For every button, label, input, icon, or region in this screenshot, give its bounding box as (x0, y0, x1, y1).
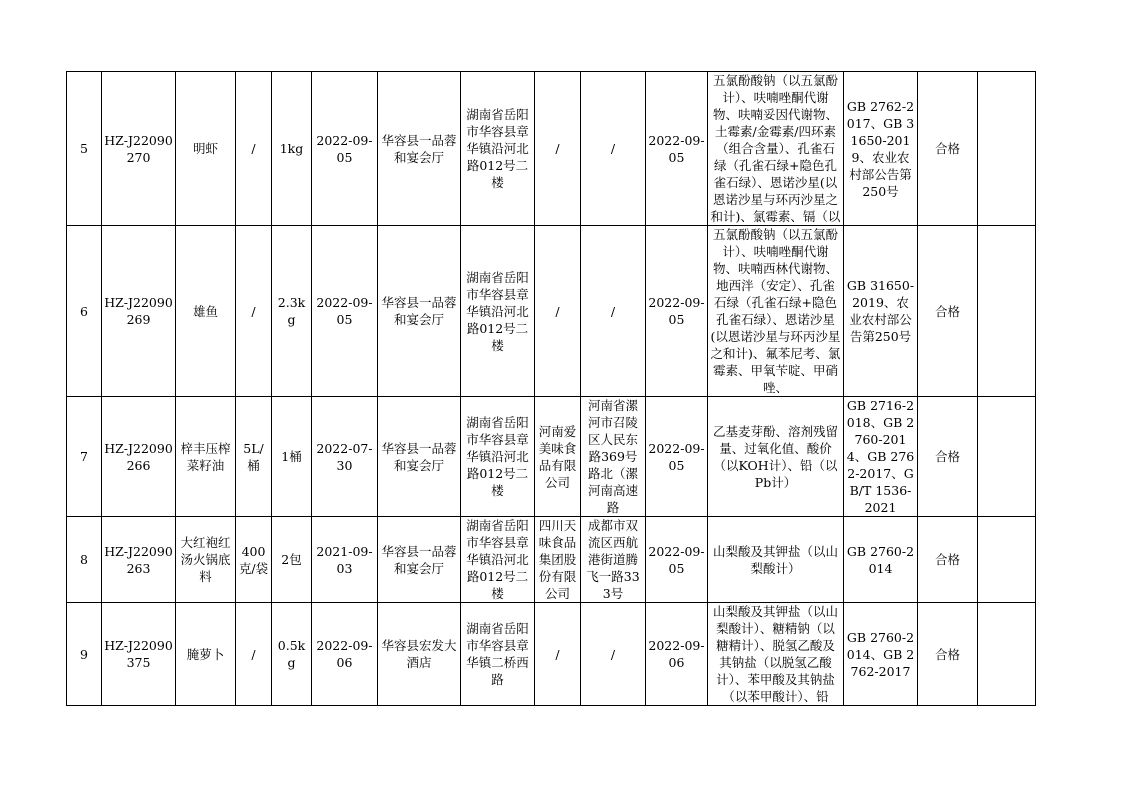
cell-sample-code (102, 517, 176, 603)
cell-manufacturer-address (581, 226, 646, 397)
cell-sampled-unit (378, 226, 461, 397)
remark-text (980, 603, 1033, 705)
cell-manufacturer-address (581, 397, 646, 517)
sampled-unit-text: 华容县一品蓉和宴会厅 (381, 132, 457, 165)
row-number-text: 7 (80, 449, 88, 464)
cell-standard (844, 72, 918, 226)
cell-remark (978, 226, 1036, 397)
cell-quantity (272, 603, 312, 706)
cell-manufacturer-address (581, 517, 646, 603)
production-date-text: 2022-09-05 (316, 295, 373, 327)
cell-sample-code (102, 397, 176, 517)
remark-text (980, 226, 1033, 396)
cell-standard (844, 397, 918, 517)
cell-sample-code (102, 603, 176, 706)
remark-text (980, 72, 1033, 225)
sampled-unit-text: 华容县一品蓉和宴会厅 (381, 295, 457, 327)
cell-sampling-date (646, 397, 708, 517)
cell-sampled-address (461, 226, 535, 397)
production-date-text: 2022-09-06 (316, 638, 373, 670)
table-row (67, 603, 1036, 706)
sample-name-text: 梓丰压榨菜籽油 (180, 440, 231, 473)
cell-sample-name (176, 603, 236, 706)
table-row (67, 397, 1036, 517)
table-row (67, 517, 1036, 603)
standard-text: GB 2716-2018、GB 2760-2014、GB 2762-2017、GB/T 1536-2021 (846, 398, 915, 515)
sampled-unit-text: 华容县一品蓉和宴会厅 (381, 440, 457, 473)
spec-text: / (251, 141, 256, 156)
cell-spec (236, 517, 272, 603)
cell-quantity (272, 517, 312, 603)
sample-code-text: HZ-J22090266 (104, 440, 173, 473)
cell-sampled-unit (378, 603, 461, 706)
remark-text (980, 517, 1033, 602)
cell-quantity (272, 397, 312, 517)
manufacturer-address-text: / (610, 303, 616, 319)
sample-code-text: HZ-J22090375 (104, 638, 173, 670)
standard-text: GB 2760-2014 (846, 543, 915, 576)
cell-sampling-date (646, 72, 708, 226)
cell-standard (844, 226, 918, 397)
cell-test-items (708, 397, 844, 517)
standard-text: GB 2762-2017、GB 31650-2019、农业农村部公告第250号 (846, 98, 915, 199)
cell-result (918, 397, 978, 517)
sampled-unit-text: 华容县一品蓉和宴会厅 (381, 543, 457, 576)
production-date-text: 2022-09-05 (316, 132, 373, 165)
cell-sample-code (102, 72, 176, 226)
cell-quantity (272, 226, 312, 397)
test-items-text: 山梨酸及其钾盐（以山梨酸计）、糖精钠（以糖精计）、脱氢乙酸及其钠盐（以脱氢乙酸计）、苯甲酸及其钠盐（以苯甲酸计）、铅 (712, 604, 838, 704)
cell-sampled-unit (378, 517, 461, 603)
test-items-text: 乙基麦芽酚、溶剂残留量、过氧化值、酸价（以KOH计）、铅（以Pb计） (712, 423, 838, 490)
cell-sample-name (176, 517, 236, 603)
test-items-text: 五氯酚酸钠（以五氯酚计）、呋喃唑酮代谢物、呋喃西林代谢物、地西泮（安定）、孔雀石绿（孔雀石绿+隐色孔雀石绿）、恩诺沙星(以恩诺沙星与环丙沙星之和计)、氟苯尼考、氯霉素、甲氧苄啶、甲硝唑、 (710, 227, 841, 395)
inspection-results-table (66, 71, 1036, 706)
production-date-text: 2022-07-30 (316, 440, 373, 473)
sampled-address-text: 湖南省岳阳市华容县章华镇沿河北路012号二楼 (466, 415, 529, 498)
cell-spec (236, 603, 272, 706)
result-text: 合格 (934, 303, 960, 319)
cell-result (918, 226, 978, 397)
cell-manufacturer-address (581, 603, 646, 706)
cell-row-number (67, 603, 102, 706)
manufacturer-text: 四川天味食品集团股份有限公司 (538, 518, 577, 601)
cell-sampled-address (461, 517, 535, 603)
table-row (67, 72, 1036, 226)
sample-code-text: HZ-J22090270 (104, 132, 173, 165)
remark-text (980, 397, 1033, 516)
sampling-date-text: 2022-09-05 (648, 295, 705, 327)
cell-sampled-address (461, 72, 535, 226)
standard-text: GB 2760-2014、GB 2762-2017 (846, 629, 915, 679)
cell-sample-code (102, 226, 176, 397)
cell-manufacturer (535, 517, 581, 603)
cell-result (918, 517, 978, 603)
test-items-text: 山梨酸及其钾盐（以山梨酸计） (712, 543, 838, 576)
sample-name-text: 腌萝卜 (186, 646, 225, 662)
sample-name-text: 大红袍红汤火锅底料 (180, 535, 231, 584)
manufacturer-address-text: 成都市双流区西航港街道腾飞一路333号 (586, 518, 640, 601)
sampling-date-text: 2022-09-06 (648, 638, 705, 670)
sample-name-text: 明虾 (192, 141, 218, 156)
cell-manufacturer (535, 397, 581, 517)
result-text: 合格 (934, 449, 960, 464)
cell-row-number (67, 517, 102, 603)
production-date-text: 2021-09-03 (316, 543, 373, 576)
cell-production-date (312, 397, 378, 517)
cell-test-items (708, 517, 844, 603)
cell-sampling-date (646, 603, 708, 706)
manufacturer-text: / (555, 141, 560, 156)
quantity-text: 2.3kg (277, 295, 306, 327)
cell-sample-name (176, 72, 236, 226)
manufacturer-text: 河南爱美味食品有限公司 (538, 423, 577, 490)
cell-manufacturer-address (581, 72, 646, 226)
sampled-address-text: 湖南省岳阳市华容县章华镇沿河北路012号二楼 (466, 518, 529, 601)
cell-remark (978, 603, 1036, 706)
cell-production-date (312, 226, 378, 397)
cell-sampled-address (461, 397, 535, 517)
cell-result (918, 72, 978, 226)
sampled-address-text: 湖南省岳阳市华容县章华镇二桥西路 (466, 621, 529, 687)
cell-remark (978, 72, 1036, 226)
sampled-address-text: 湖南省岳阳市华容县章华镇沿河北路012号二楼 (466, 107, 529, 190)
spec-text: 400克/袋 (238, 543, 269, 576)
spec-text: / (251, 646, 256, 662)
manufacturer-text: / (555, 303, 560, 319)
sampling-date-text: 2022-09-05 (648, 543, 705, 576)
row-number-text: 5 (80, 141, 88, 156)
quantity-text: 0.5kg (277, 638, 306, 670)
manufacturer-text: / (555, 646, 560, 662)
row-number-text: 9 (80, 646, 88, 662)
sample-code-text: HZ-J22090269 (104, 295, 173, 327)
standard-text: GB 31650-2019、农业农村部公告第250号 (846, 278, 915, 344)
cell-test-items (708, 226, 844, 397)
sampling-date-text: 2022-09-05 (648, 132, 705, 165)
cell-test-items (708, 72, 844, 226)
cell-sampled-address (461, 603, 535, 706)
cell-sampled-unit (378, 397, 461, 517)
cell-sample-name (176, 226, 236, 397)
sample-code-text: HZ-J22090263 (104, 543, 173, 576)
cell-test-items (708, 603, 844, 706)
spec-text: 5L/桶 (243, 440, 264, 473)
cell-standard (844, 603, 918, 706)
cell-row-number (67, 397, 102, 517)
manufacturer-address-text: / (610, 141, 616, 156)
manufacturer-address-text: 河南省漯河市召陵区人民东路369号路北（漯河南高速路 (587, 398, 638, 515)
cell-production-date (312, 72, 378, 226)
sampling-date-text: 2022-09-05 (648, 440, 705, 473)
cell-remark (978, 517, 1036, 603)
cell-spec (236, 72, 272, 226)
cell-result (918, 603, 978, 706)
spec-text: / (251, 303, 256, 319)
result-text: 合格 (934, 141, 960, 156)
test-items-text: 五氯酚酸钠（以五氯酚计）、呋喃唑酮代谢物、呋喃妥因代谢物、土霉素/金霉素/四环素（组合含量）、孔雀石绿（孔雀石绿+隐色孔雀石绿）、恩诺沙星(以恩诺沙星与环丙沙星之和计)、氯霉素、镉（以 (710, 73, 841, 224)
row-number-text: 8 (80, 552, 88, 567)
cell-standard (844, 517, 918, 603)
cell-sampling-date (646, 226, 708, 397)
quantity-text: 1桶 (281, 449, 302, 464)
manufacturer-address-text: / (610, 646, 616, 662)
sampled-unit-text: 华容县宏发大酒店 (381, 638, 457, 670)
table-row (67, 226, 1036, 397)
cell-manufacturer (535, 603, 581, 706)
row-number-text: 6 (80, 303, 88, 319)
cell-spec (236, 226, 272, 397)
cell-spec (236, 397, 272, 517)
cell-sampled-unit (378, 72, 461, 226)
cell-sample-name (176, 397, 236, 517)
cell-manufacturer (535, 72, 581, 226)
cell-sampling-date (646, 517, 708, 603)
cell-manufacturer (535, 226, 581, 397)
sample-name-text: 雄鱼 (192, 303, 218, 319)
cell-quantity (272, 72, 312, 226)
cell-remark (978, 397, 1036, 517)
cell-row-number (67, 72, 102, 226)
quantity-text: 1kg (279, 141, 304, 156)
sampled-address-text: 湖南省岳阳市华容县章华镇沿河北路012号二楼 (466, 269, 529, 353)
result-text: 合格 (934, 646, 960, 662)
result-text: 合格 (934, 552, 960, 567)
cell-row-number (67, 226, 102, 397)
cell-production-date (312, 603, 378, 706)
cell-production-date (312, 517, 378, 603)
quantity-text: 2包 (281, 552, 302, 567)
